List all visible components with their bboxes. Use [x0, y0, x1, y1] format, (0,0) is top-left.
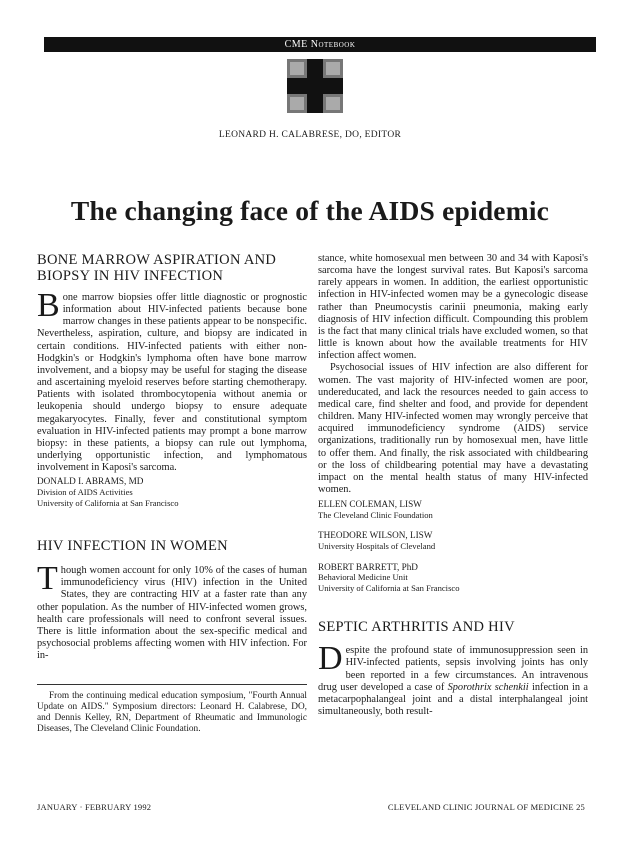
women-body-continued: stance, white homosexual men between 30 and 34 with Kaposi's sarcoma have the longest survival rates. But Kaposi's sarcoma rarely appears in women. In addition, the earliest opportunistic infection in HIV-infected women may be a gynecologic disease rather than Pneumocystis carinii pneumonia, making early diagnosis of HIV infection difficult. Compounding this problem is the fact that many clinical trials have excluded women, so that little is known about how the available treatments for HIV infection affect women. — [318, 253, 588, 362]
footer-date: JANUARY · FEBRUARY 1992 — [37, 802, 152, 812]
septic-text-lead: espite the profound state of immunosuppression seen in HIV-infected patients, sepsis involving joints has only been reported in a few circumstances. An intravenous drug user developed a case of — [318, 645, 588, 693]
women-body-para2: Psychosocial issues of HIV infection are also different for women. The vast majority of HIV-infected women are poor, undereducated, and lack the resources needed to gain access to medical care, find shelter and food, and provide for dependent children. Many HIV-infected women may wrongly perceive that acquired immunodeficiency syndrome (AIDS) service organizations, traditionally run by homosexual men, have little to offer them. And finally, the risk associated with childbearing or the loss of childbearing potential may have a devastating impact on the mental health status of many HIV-infected women. — [318, 362, 588, 495]
author-affiliation: University of California at San Francisco — [37, 497, 179, 508]
septic-text-tail: infection in a metacarpophalangeal joint and a distal interphalangeal joint simultaneously, both result- — [318, 681, 588, 718]
footnote: From the continuing medical education symposium, "Fourth Annual Update on AIDS." Symposium directors: Leonard H. Calabrese, DO, and Dennis Kelley, RN, Department of Rheumatic and Immunologic Diseases, The Cleveland Clinic Foundation. — [37, 684, 307, 735]
author-affiliation: University Hospitals of Cleveland — [318, 540, 436, 551]
footer-journal-page: CLEVELAND CLINIC JOURNAL OF MEDICINE 25 — [387, 802, 585, 812]
author-name: ELLEN COLEMAN, LISW — [318, 499, 422, 510]
author-name: DONALD I. ABRAMS, MD — [37, 476, 144, 487]
women-author-1 — [318, 499, 588, 520]
women-dropcap: T — [37, 560, 58, 598]
bone-marrow-heading-line2: BIOPSY IN HIV INFECTION — [37, 268, 224, 284]
bone-marrow-heading-line1: BONE MARROW ASPIRATION AND — [37, 252, 277, 268]
author-name: THEODORE WILSON, LISW — [318, 530, 433, 541]
septic-dropcap: D — [318, 640, 343, 678]
bone-marrow-heading — [37, 252, 307, 284]
women-author-2 — [318, 530, 588, 551]
editor-credit: LEONARD H. CALABRESE, DO, EDITOR — [218, 130, 402, 140]
women-text: hough women account for only 10% of the cases of human immunodeficiency virus (HIV) infection in the United States, they are contracting HIV at a faster rate than any other population. As the number of HIV-infected women grows, health care professionals will need to confront several issues. There is little information about the sex-specific medical and psychosocial problems affecting women with HIV infection. For in- — [37, 565, 307, 662]
bone-marrow-dropcap: B — [37, 287, 60, 324]
women-body — [37, 560, 307, 662]
left-column — [37, 252, 307, 735]
author-affiliation: University of California at San Francisco — [318, 582, 460, 593]
section-banner: CME Notebook — [44, 37, 596, 52]
right-column — [318, 253, 588, 718]
women-heading: HIV INFECTION IN WOMEN — [37, 538, 228, 555]
bone-marrow-author — [37, 476, 307, 508]
septic-text-organism: Sporothrix schenkii — [447, 681, 529, 693]
author-affiliation: Division of AIDS Activities — [37, 486, 133, 497]
septic-heading: SEPTIC ARTHRITIS AND HIV — [318, 619, 515, 636]
septic-body — [318, 640, 588, 718]
journal-cross-logo-icon — [287, 59, 343, 113]
women-author-3 — [318, 562, 588, 594]
article-title: The changing face of the AIDS epidemic — [70, 195, 550, 226]
bone-marrow-body — [37, 287, 307, 474]
author-affiliation: Behavioral Medicine Unit — [318, 572, 408, 583]
bone-marrow-text: one marrow biopsies offer little diagnostic or prognostic information about HIV-infected patients because bone marrow changes in these patients appear to be nonspecific. Nevertheless, aspiration, culture, and biopsy are indicated in certain conditions. HIV-infected patients with either non-Hodgkin's or Hodgkin's lymphoma often have bone marrow involvement, and a biopsy may be useful for staging the disease and ascertaining myeloid reserves before starting chemotherapy. Patients with isolated thrombocytopenia without anemia or leukopenia should undergo biopsy to ensure adequate megakaryocytes. Finally, fever and constitutional symptom evaluation in HIV-infected patients may prompt a bone marrow biopsy: in these patients, a biopsy can rule out lymphoma, underlying opportunistic infection, and lymphomatous involvement in Kaposi's sarcoma. — [37, 292, 307, 474]
author-name: ROBERT BARRETT, PhD — [318, 561, 418, 572]
author-affiliation: The Cleveland Clinic Foundation — [318, 509, 433, 520]
